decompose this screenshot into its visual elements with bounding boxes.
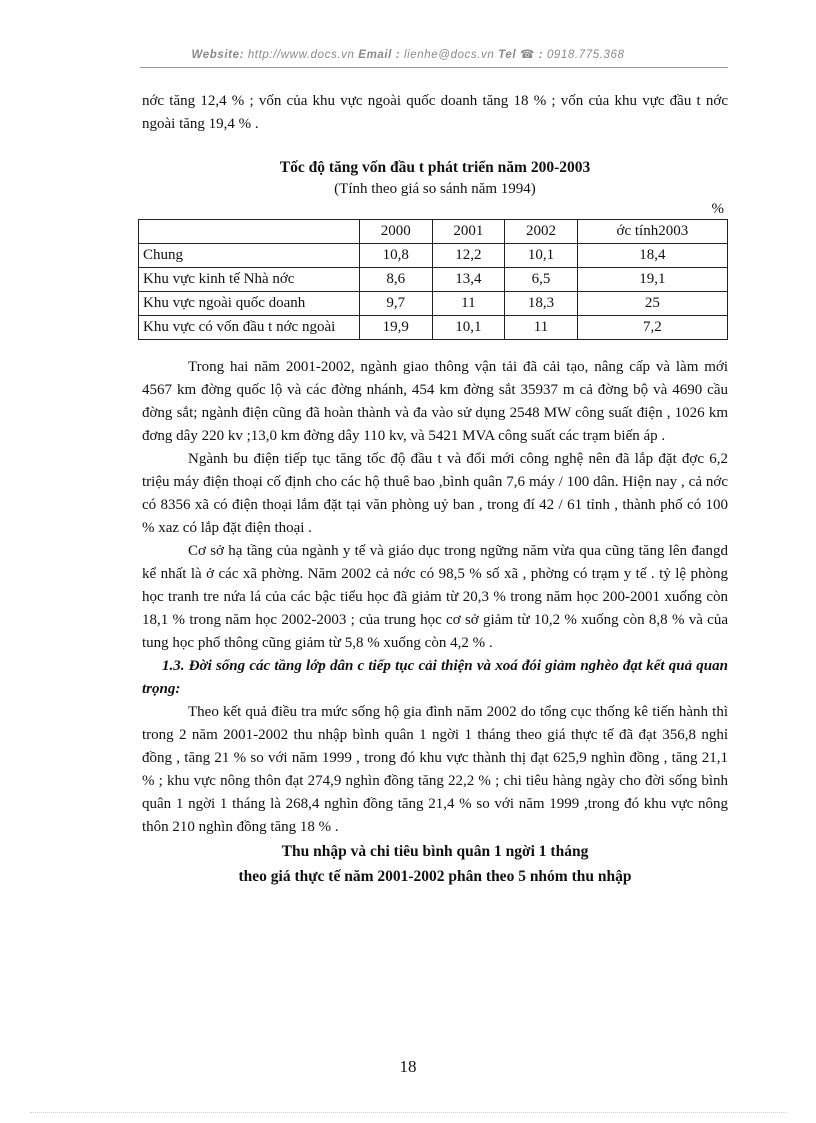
row-label: Khu vực ngoài quốc doanh bbox=[139, 292, 360, 316]
table-cell: 19,9 bbox=[360, 316, 433, 340]
table1-unit: % bbox=[711, 201, 724, 217]
table-row bbox=[139, 268, 728, 292]
email-value[interactable]: lienhe@docs.vn bbox=[404, 49, 495, 61]
tel-label: Tel ☎ : bbox=[498, 49, 544, 61]
paragraph-transport: Trong hai năm 2001-2002, ngành giao thông vận tải đã cải tạo, nâng cấp và làm mới 4567 km đờng quốc lộ và các đờng nhánh, 454 km đờng sắt 35937 m cả đờng bộ và 4690 cầu đờng sắt; ngành điện cũng đã hoàn thành và đa vào sử dụng 2548 MW công suất điện , 1026 km đơng dây 220 kv ;13,0 km đờng dây 110 kv, và 5421 MVA công suất các trạm biến áp . bbox=[142, 359, 728, 444]
table-cell: 18,3 bbox=[505, 292, 578, 316]
website-label: Website: bbox=[191, 49, 245, 61]
table-cell: 10,1 bbox=[505, 244, 578, 268]
table-header-cell: 2000 bbox=[360, 220, 433, 244]
table-cell: 13,4 bbox=[432, 268, 505, 292]
row-label: Khu vực kinh tế Nhà nớc bbox=[139, 268, 360, 292]
investment-growth-table bbox=[138, 219, 728, 340]
header-rule bbox=[140, 67, 728, 68]
email-label: Email : bbox=[358, 49, 401, 61]
section-heading-1-3: 1.3. Đời sống các tầng lớp dân c tiếp tục cải thiện và xoá đói giảm nghèo đạt kết quả quan trọng: bbox=[142, 658, 728, 697]
table-header-cell: 2001 bbox=[432, 220, 505, 244]
page-header bbox=[0, 47, 816, 61]
tel-value: 0918.775.368 bbox=[546, 49, 625, 61]
table-cell: 11 bbox=[432, 292, 505, 316]
row-label: Chung bbox=[139, 244, 360, 268]
table-cell: 10,1 bbox=[432, 316, 505, 340]
table-header-cell: ớc tính2003 bbox=[577, 220, 727, 244]
table-cell: 10,8 bbox=[360, 244, 433, 268]
table-header-row bbox=[139, 220, 728, 244]
table-cell: 12,2 bbox=[432, 244, 505, 268]
table-row bbox=[139, 244, 728, 268]
table1-caption: Tốc độ tăng vốn đầu t phát triển năm 200-2003 bbox=[279, 159, 591, 176]
website-url[interactable]: http://www.docs.vn bbox=[247, 49, 355, 61]
table-header-cell bbox=[139, 220, 360, 244]
row-label: Khu vực có vốn đầu t nớc ngoài bbox=[139, 316, 360, 340]
table1-subcaption: (Tính theo giá so sánh năm 1994) bbox=[334, 181, 536, 197]
paragraph-health-education: Cơ sở hạ tầng của ngành y tế và giáo dục trong ngững năm vừa qua cũng tăng lên đangd kể nhất là ở các xã phờng. Năm 2002 cả nớc có 98,5 % số xã , phờng có trạm y tế . tỷ lệ phòng học tranh tre nứa lá của các bậc tiểu học đã giảm từ 20,3 % trong năm học 200-2001 xuống còn 18,1 % trong năm học 2002-2003 ; của trung học cơ sở giảm từ 10,2 % xuống còn 8,8 % và của tung học phổ thông cũng giảm từ 5,8 % xuống còn 4,2 % . bbox=[142, 543, 728, 651]
table-cell: 6,5 bbox=[505, 268, 578, 292]
page-number: 18 bbox=[399, 1057, 417, 1076]
table-header-cell: 2002 bbox=[505, 220, 578, 244]
table-cell: 11 bbox=[505, 316, 578, 340]
table-row bbox=[139, 292, 728, 316]
paragraph-post: Ngành bu điện tiếp tục tăng tốc độ đầu t và đổi mới công nghệ nên đã lắp đặt đợc 6,2 triệu máy điện thoại cố định cho các hộ thuê bao ,bình quân 7,6 máy / 100 dân. Hiện nay , cả nớc có 8356 xã có điện thoại lắm đặt tại văn phòng uỷ ban , trong đí 42 / 61 tỉnh , thành phố có 100 % xaz có lắp đặt điện thoại . bbox=[142, 451, 728, 536]
paragraph-1: nớc tăng 12,4 % ; vốn của khu vực ngoài quốc doanh tăng 18 % ; vốn của khu vực đầu t nớc ngoài tăng 19,4 % . bbox=[142, 93, 728, 132]
table2-caption-line1: Thu nhập và chi tiêu bình quân 1 ngời 1 tháng bbox=[281, 843, 589, 860]
table-cell: 25 bbox=[577, 292, 727, 316]
paragraph-living-standards: Theo kết quả điều tra mức sống hộ gia đình năm 2002 do tổng cục thống kê tiến hành thì trong 2 năm 2001-2002 thu nhập bình quân 1 ngời 1 tháng theo giá thực tế đã đạt 356,8 nghỉ đồng , tăng 21 % so với năm 1999 , trong đó khu vực thành thị đạt 625,9 nghìn đồng , tăng 21,1 % ; khu vực nông thôn đạt 274,9 nghìn đồng tăng 22,2 % ; chi tiêu hàng ngày cho đời sống bình quân 1 ngời 1 tháng là 268,4 nghìn đồng tăng 21,4 % so với năm 1999 ,trong đó khu vực nông thôn 210 nghìn đồng tăng 18 % . bbox=[142, 704, 728, 835]
table2-caption-line2: theo giá thực tế năm 2001-2002 phân theo 5 nhóm thu nhập bbox=[238, 868, 632, 885]
table-cell: 19,1 bbox=[577, 268, 727, 292]
table-cell: 18,4 bbox=[577, 244, 727, 268]
footer-divider bbox=[30, 1112, 786, 1113]
page-content bbox=[142, 90, 728, 889]
table-cell: 7,2 bbox=[577, 316, 727, 340]
table-cell: 8,6 bbox=[360, 268, 433, 292]
table-cell: 9,7 bbox=[360, 292, 433, 316]
table-row bbox=[139, 316, 728, 340]
